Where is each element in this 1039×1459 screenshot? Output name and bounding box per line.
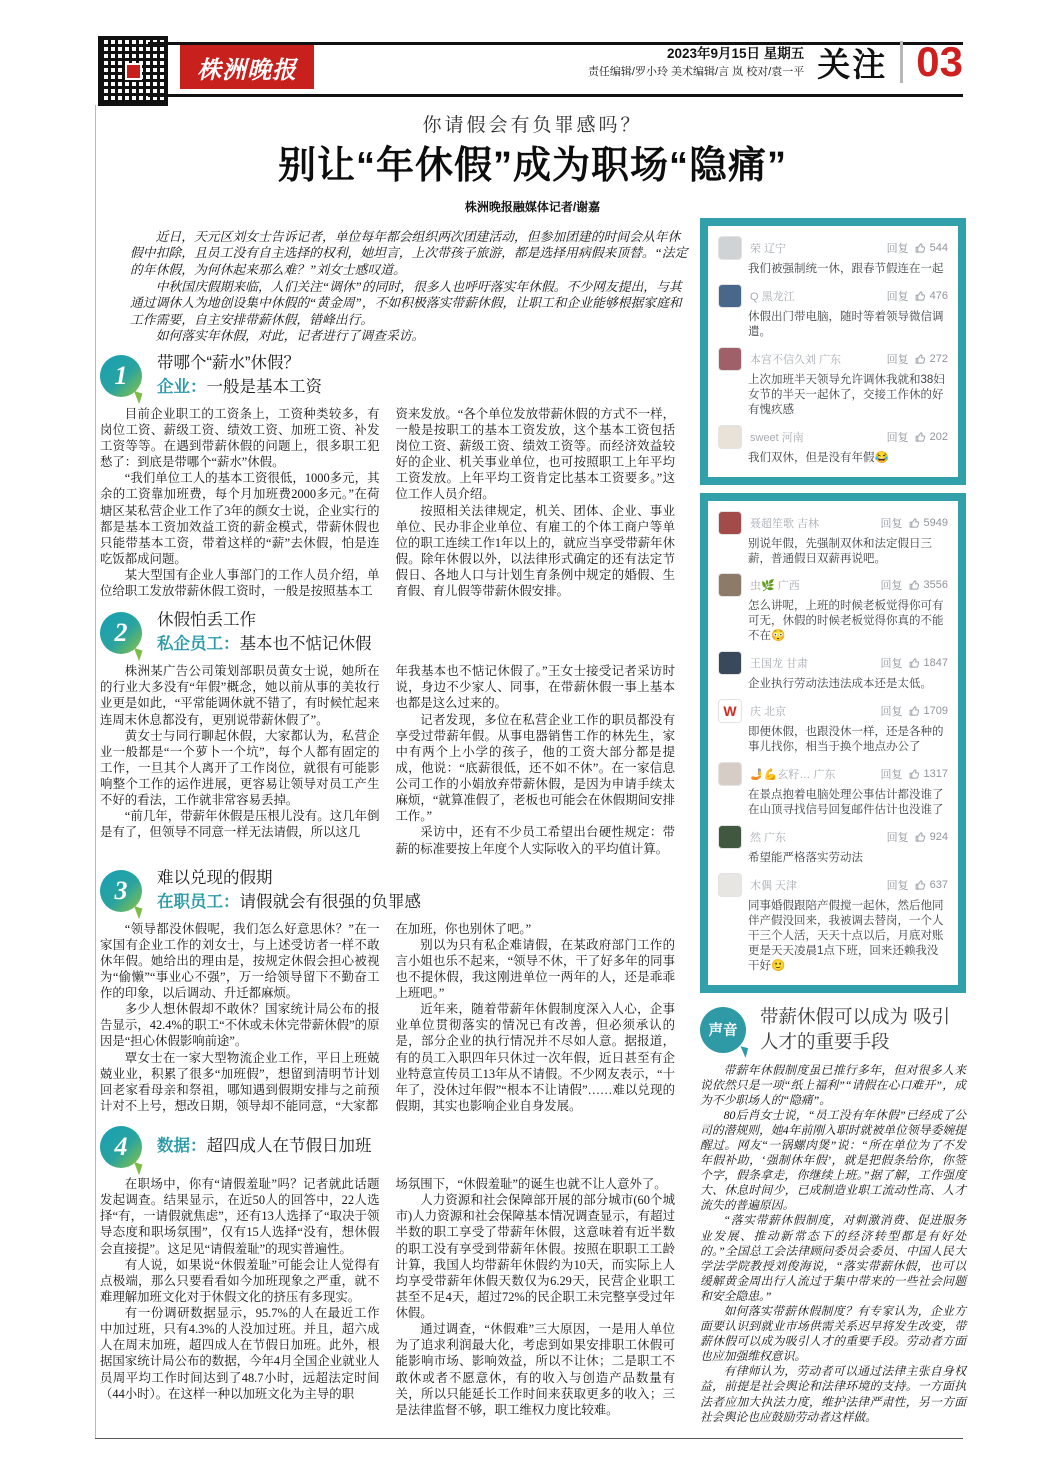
section-subject-label: 数据： [157,1137,207,1156]
avatar [718,825,742,849]
section-subtitle: 请假就会有很强的负罪感 [239,892,421,911]
voice-body [700,1063,966,1425]
body-paragraph: “前几年，带薪年休假是压根儿没有。这几年倒是有了，但领导不同意一样无法请假，所以这几 [100,809,380,840]
reply-button[interactable]: 回复 [886,879,909,892]
comment-text: 即便休假，也跟没休一样，还是各种的事儿找你，相当于换个地点办公了 [748,726,944,754]
body-paragraph: 年我基本也不惦记休假了。”王女士接受记者采访时说，身边不少家人、同事，在带薪休假一事上基本也都是这么过来的。 [395,664,675,711]
comment-item [718,762,948,818]
comment-text: 同事婚假跟陪产假搅一起休，然后他同伴产假没回来，我被调去替岗，一个人干三个人活，天天十点以后，月底对账更是天天凌晨1点下班，回来还赖我没干好🙂 [748,899,944,972]
like-button[interactable] [915,879,948,891]
editors-line: 责任编辑/罗小玲 美术编辑/言 岚 校对/袁一平 [587,65,805,78]
like-button[interactable] [909,579,948,591]
like-count: 924 [929,830,948,843]
comment-text: 上次加班半天领导允许调休我就和38妇女节的半天一起休了，交接工作休的好有愧疚感 [748,373,945,416]
thumbs-up-icon [909,705,921,717]
body-paragraph: 有人说，如果说“休假羞耻”可能会让人觉得有点极端，那么只要看看如今加班现象之严重，就不难理解加班文化对于休假文化的挤压有多现实。 [100,1257,380,1304]
section-number-badge: 4 [100,1126,142,1168]
thumbs-up-icon [909,768,921,780]
avatar [718,347,742,371]
body-paragraph: 记者发现，多位在私营企业工作的职员都没有享受过带薪年假。从事电器销售工作的林先生，家中有两个上小学的孩子，他的工资大部分都是提成，他说：“底薪很低，还不如不休”。在一家信息公司工作的小娟放弃带薪休假，是因为申请手续太麻烦，“就算准假了，老板也可能会在休假期间安排工作。” [395,712,675,824]
body-paragraph: 采访中，还有不少员工希望出台硬性规定：带薪的标准要按上年度个人实际收入的平均值计算。 [395,825,675,856]
comment-username: 🤳💪玄籽… 广东 [750,769,836,782]
like-count: 476 [929,289,948,302]
voice-section [700,1005,966,1425]
section-subtitle: 一般是基本工资 [206,377,322,396]
column-left [100,1176,380,1418]
section-subtitle: 基本也不惦记休假 [239,635,372,654]
body-paragraph: 某大型国有企业人事部门的工作人员介绍，单位给职工发放带薪休假工资时，一般是按照基本工 [100,568,380,599]
body-paragraph: 黄女士与同行聊起休假，大家都认为，私营企业一般都是“一个萝卜一个坑”，每个人都有固定的工作，一旦其个人离开了工作岗位，就很有可能影响整个工作的运作进展，更容易让领导对员工产生不好的看法，工作就非常容易丢掉。 [100,728,380,808]
comment-item [718,873,948,974]
comments-sidebar [700,218,966,1425]
body-paragraph: “领导都没休假呢，我们怎么好意思休？”在一家国有企业工作的刘女士，与上述受访者一样不敢休年假。她给出的理由是，按规定休假会担心被视为“偷懒”“事业心不强”，万一给领导留下不勤奋工作的印象，以后调动、升迁都麻烦。 [100,921,380,1001]
column-left [100,663,380,857]
avatar [718,425,742,449]
body-paragraph: 在职场中，你有“请假羞耻”吗？记者就此话题发起调查。结果显示，在近50人的回答中，22人选择“有，一请假就焦虑”，还有13人选择了“取决于领导态度和职场氛围”，仅有15人选择“没有，想休假会直接提”。这足见“请假羞耻”的现实普遍性。 [100,1177,380,1256]
like-button[interactable] [915,831,948,843]
thumbs-up-icon [915,831,927,843]
comment-item [718,284,948,340]
thumbs-up-icon [915,431,927,443]
like-count: 202 [929,430,948,443]
avatar-letter: W [723,703,737,720]
body-paragraph: 在加班，你也别休了吧。” [395,921,532,936]
section-4 [100,1124,675,1418]
body-paragraph: 多少人想休假却不敢休？国家统计局公布的报告显示，42.4%的职工“不休或未休完带薪休假”的原因是“担心休假影响前途”。 [100,1002,380,1049]
body-paragraph: “我们单位工人的基本工资很低，1000多元，其余的工资靠加班费，每个月加班费2000多元。”在荷塘区某私营企业工作了3年的颜女士说，企业实行的都是基本工资加效益工资的薪金模式，带薪休假也只能带基本工资，带着这样的“薪”去休假，怕是连吃饭都成问题。 [100,471,380,566]
publication-date: 2023年9月15日 星期五 [666,45,805,61]
comment-item [718,573,948,644]
comment-text: 别说年假，先强制双休和法定假日三薪，普通假日双薪再说吧。 [748,537,932,565]
comment-item [718,825,948,866]
section-label: 关注 [817,45,888,83]
comment-username: 木偶 天津 [750,879,798,892]
comment-username: 虫🌿 广西 [750,580,800,593]
avatar [718,873,742,897]
section-number-badge: 1 [100,355,142,397]
lead-block [130,229,690,345]
comment-username: 本宫不信久刘 广东 [750,353,842,366]
comment-username: 然 广东 [750,831,787,844]
like-button[interactable] [909,517,948,529]
like-count: 1709 [923,705,948,718]
comment-username: 荣 辽宁 [750,243,787,255]
reply-button[interactable]: 回复 [886,431,909,444]
like-button[interactable] [909,768,948,780]
body-paragraph: 覃女士在一家大型物流企业工作，平日上班兢兢业业，积累了很多“加班假”，想留到清明节计划回老家看母亲和祭祖，哪知遇到假期安排与之前预计对不上号，想改日期，领导却不能同意，“大家都 [100,1050,380,1113]
like-button[interactable] [909,657,948,669]
thumbs-up-icon [915,242,927,254]
voice-paragraph: “落实带薪休假制度，对刺激消费、促进服务业发展、推动新常态下的经济转型都是有好处的。”全国总工会法律顾问委员会委员、中国人民大学法学院教授刘俊海说，“落实带薪休假，也可以缓解黄金周出行人流过于集中带来的一些社会问题和安全隐患。” [700,1213,966,1303]
avatar [718,511,742,535]
like-count: 637 [929,878,948,891]
body-paragraph: 近年来，随着带薪年休假制度深入人心，企事业单位贯彻落实的情况已有改善，但必须承认的是，部分企业的执行情况并不尽如人意。据报道，有的员工入职四年只休过一次年假，近日甚至有企业特意宣传员工13年从不请假。不少网友表示，“十年了，没休过年假”“根本不让请假”……难以兑现的假期，其实也影响企业自身发展。 [395,1002,675,1113]
thumbs-up-icon [915,353,927,365]
page-number: 03 [916,38,963,85]
left-page-rule [95,105,96,1439]
like-button[interactable] [915,353,948,365]
like-count: 272 [929,352,948,365]
comment-text: 我们双休，但是没有年假😂 [748,451,889,464]
like-count: 544 [929,242,948,254]
comment-text: 希望能严格落实劳动法 [748,851,863,864]
like-button[interactable] [915,290,948,302]
like-button[interactable] [915,431,948,443]
like-count: 3556 [923,579,948,592]
header-rule-bottom [148,94,963,97]
section-number-badge: 2 [100,612,142,654]
section-2 [100,609,675,856]
comment-text: 企业执行劳动法违法成本还是太低。 [748,678,932,691]
body-paragraph: 按照相关法律规定，机关、团体、企业、事业单位、民办非企业单位、有雇工的个体工商户等单位的职工连续工作1年以上的，就应当享受带薪年休假。除年休假以外，以法律形式确定的还有法定节假日、各地人口与计划生育条例中规定的婚假、生育假、育儿假等带薪休假安排。 [395,503,675,599]
thumbs-up-icon [909,517,921,529]
like-button[interactable] [915,242,948,254]
like-button[interactable] [909,705,948,717]
voice-paragraph: 带薪年休假制度虽已推行多年，但对很多人来说依然只是一项“纸上福利”“请假在心口难开”，成为不少职场人的“隐痛”。 [700,1062,966,1107]
like-count: 5949 [923,516,948,529]
thumbs-up-icon [909,657,921,669]
reply-button[interactable]: 回复 [880,769,903,782]
avatar [718,651,742,675]
comment-text: 休假出门带电脑，随时等着领导微信调遣。 [748,310,944,338]
avatar [718,573,742,597]
reply-button[interactable]: 回复 [886,353,909,366]
reply-button[interactable]: 回复 [886,243,909,255]
article-body [100,352,675,1428]
reply-button[interactable]: 回复 [880,517,903,530]
comment-item [718,425,948,466]
comment-item [718,699,948,755]
comment-item [718,236,948,277]
qr-seal-icon [125,63,142,80]
comments-box-2 [700,493,966,993]
comment-username: 庆 北京 [750,706,787,719]
voice-title: 带薪休假可以成为 吸引人才的重要手段 [760,1005,951,1052]
column-left [100,406,380,600]
section-1 [100,352,675,599]
section-title: 带哪个“薪水”休假？ [157,354,300,372]
lead-paragraph: 如何落实年休假，对此，记者进行了调查采访。 [155,329,425,344]
headline-kicker: 你请假会有负罪感吗？ [422,115,643,136]
column-right [396,663,676,857]
body-paragraph: 有一份调研数据显示，95.7%的人在最近工作中加过班，只有4.3%的人没加过班。并且，超六成人在周末加班，超四成人在节假日加班。此外，根据国家统计局公布的数据，今年4月全国企业就业人员周平均工作时间达到了48.7小时，远超法定时间（44小时）。在这样一种以加班文化为主导的职 [100,1306,380,1401]
comment-item [718,651,948,692]
section-subject-label: 企业： [157,377,207,396]
thumbs-up-icon [915,879,927,891]
body-paragraph: 别以为只有私企难请假，在某政府部门工作的言小姐也乐不起来，“领导不休，干了好多年的同事也不提休假，我这刚进单位一两年的人，还是乖乖上班吧。” [395,937,675,1001]
voice-badge: 声音 [700,1007,746,1053]
reply-button[interactable]: 回复 [880,580,903,593]
voice-paragraph: 80后肖女士说，“员工没有年休假”已经成了公司的潜规则，她4年前刚入职时就被单位领导委婉提醒过。网友“一锅螺肉煲”说：“所在单位为了不发年假补助，‘强制休年假’，就是把假条给你，你签个字，假条拿走，你继续上班。”据了解，工作强度大、休息时间少，已成制造业职工流动性高、人才流失的普遍原因。 [700,1107,966,1213]
section-subject-label: 私企员工： [157,635,240,654]
thumbs-up-icon [909,579,921,591]
comment-text: 怎么讲呢，上班的时候老板觉得你可有可无，休假的时候老板觉得你真的不能不在😳 [748,600,944,643]
avatar [718,236,742,260]
like-count: 1317 [923,768,948,781]
like-count: 1847 [923,657,948,670]
section-title: 休假怕丢工作 [157,611,256,630]
comment-item [718,511,948,567]
column-right [396,406,676,600]
comment-username: sweet 河南 [750,431,804,444]
body-paragraph: 场氛围下，“休假羞耻”的诞生也就不让人意外了。 [395,1177,667,1192]
comment-text: 我们被强制统一休，跟春节假连在一起 [748,263,944,275]
avatar [718,284,742,308]
comment-username: 王国龙 甘肃 [750,658,809,671]
thumbs-up-icon [915,290,927,302]
body-paragraph: 人力资源和社会保障部开展的部分城市(60个城市)人力资源和社会保障基本情况调查显示，有超过半数的职工享受了带薪年休假，这意味着有近半数的职工没有享受到带薪年休假。按照在职职工工龄计算，我国人均带薪年休假约为10天，而实际上人均享受带薪年休假天数仅为6.29天，民营企业职工甚至不足4天，超过72%的民企职工未完整享受过年休假。 [395,1193,675,1321]
voice-paragraph: 如何落实带薪休假制度？有专家认为，企业方面要认识到就业市场供需关系迟早将发生改变，带薪休假可以成为吸引人才的重要手段。劳动者方面也应加强维权意识。 [700,1304,966,1364]
section-number-badge: 3 [100,870,142,912]
comment-item [718,347,948,418]
reply-button[interactable]: 回复 [886,290,909,303]
comments-box-1 [700,218,966,485]
section-subject-label: 在职员工： [157,892,240,911]
lead-paragraph: 近日，天元区刘女士告诉记者，单位每年都会组织两次团建活动，但参加团建的时间会从年休假中扣除，且员工没有自主选择的权利，她坦言，上次带孩子旅游，都是选择用病假来顶替。“法定的年休假，为何休起来那么难？”刘女士感叹道。 [130,229,688,277]
voice-paragraph: 有律师认为，劳动者可以通过法律主张自身权益，前提是社会舆论和法律环境的支持。一方面执法者应加大执法力度，维护法律严肃性，另一方面社会舆论也应鼓励劳动者这样做。 [700,1364,966,1424]
body-paragraph: 通过调查，“休假难”三大原因，一是用人单位为了追求利润最大化，考虑到如果安排职工休假可能影响市场、影响效益，所以不让休；二是职工不敢休或者不愿意休，有的收入与创造产品数量有关，所以只能延长工作时间来获取更多的收入；三是法律监督不够，职工维权力度比较难。 [395,1322,675,1417]
section-title: 难以兑现的假期 [157,868,273,887]
body-paragraph: 目前企业职工的工资条上，工资种类较多，有岗位工资、薪级工资、绩效工资、加班工资、补发工资等等。在遇到带薪休假的问题上，很多职工犯愁了：到底是带哪个“薪水”休假。 [100,406,380,470]
body-paragraph: 资来发放。“各个单位发放带薪休假的方式不一样，一般是按职工的基本工资发放，这个基本工资包括岗位工资、薪级工资、绩效工资等。而经济效益较好的企业、机关事业单位，也可按照职工上年平均工资发放。上年平均工资肯定比基本工资要多。”这位工作人员介绍。 [395,406,675,502]
comment-username: 聂超笙歌 吉林 [750,517,820,530]
section-3 [100,867,675,1114]
header-divider [900,41,903,83]
reply-button[interactable]: 回复 [886,831,909,844]
headline-title: 别让“年休假”成为职场“隐痛” [277,145,787,187]
footer-page-rule [95,1438,963,1439]
avatar [718,762,742,786]
avatar [718,699,742,723]
lead-paragraph: 中秋国庆假期来临，人们关注“调休”的同时，很多人也呼吁落实年休假。不少网友提出，与其通过调休人为地创设集中休假的“黄金周”，不如积极落实带薪休假，让职工和企业能够根据家庭和工作需要，自主安排带薪休假，错峰出行。 [130,279,682,327]
reply-button[interactable]: 回复 [880,658,903,671]
column-right [396,921,676,1115]
reply-button[interactable]: 回复 [880,706,903,719]
column-right [396,1176,676,1418]
body-paragraph: 株洲某广告公司策划部职员黄女士说，她所在的行业大多没有“年假”概念，她以前从事的美妆行业更是如此，“平常能调休就不错了，有时候忙起来连周末休息都没有，更别说带薪休假了”。 [100,664,380,727]
comment-text: 在景点抱着电脑处理公事估计都没谁了 在山顶寻找信号回复邮件估计也没谁了 [748,789,944,816]
headline-byline: 株洲晚报融媒体记者/谢嘉 [464,199,601,214]
column-left [100,921,380,1115]
section-subtitle: 超四成人在节假日加班 [206,1137,372,1156]
masthead-logo: 株洲晚报 [180,45,314,89]
comment-username: Q 黑龙江 [750,290,795,303]
